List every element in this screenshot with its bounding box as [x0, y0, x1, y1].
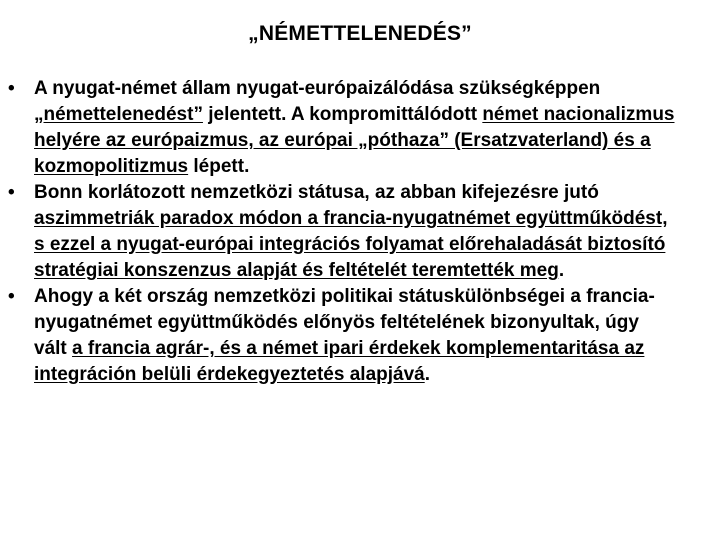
bullet-item	[8, 180, 676, 284]
bullet-item	[8, 284, 676, 388]
bullet-icon: •	[8, 286, 15, 307]
bullet-text-segment: jelentett. A kompromittálódott	[202, 104, 483, 125]
slide-title: „NÉMETTELENEDÉS”	[248, 22, 472, 45]
bullet-text-segment: Ahogy a két ország nemzetközi politikai státuskülönbségei a francia-nyugatnémet együttműködés előnyös feltételének bizonyultak, úgy vált	[34, 286, 655, 359]
bullet-item	[8, 76, 676, 180]
bullet-text-segment: .	[424, 364, 430, 385]
bullet-text-segment: lépett.	[188, 156, 250, 177]
bullet-text-segment: A nyugat-német állam nyugat-európaizálódása szükségképpen	[34, 78, 601, 99]
bullet-text-underlined: német nacionalizmus helyére az európaizmus, az európai „póthaza” (Ersatzvaterland) és a kozmopolitizmus	[34, 104, 675, 177]
bullet-text-underlined: aszimmetriák paradox módon a francia-nyugatnémet együttműködést, s ezzel a nyugat-európai integrációs folyamat előrehaladását biztosító stratégiai konszenzus alapját és feltételét teremtették meg	[34, 208, 668, 281]
bullet-list	[8, 76, 676, 388]
bullet-text-segment: Bonn korlátozott nemzetközi státusa, az abban kifejezésre jutó	[34, 182, 599, 203]
bullet-text-segment: .	[558, 260, 565, 281]
bullet-icon: •	[8, 78, 15, 99]
bullet-text-underlined: „némettelenedést”	[34, 104, 203, 125]
bullet-text-underlined: a francia agrár-, és a német ipari érdekek komplementaritása az integráción belüli érdekegyeztetés alapjává	[34, 338, 645, 385]
bullet-icon: •	[8, 182, 15, 203]
